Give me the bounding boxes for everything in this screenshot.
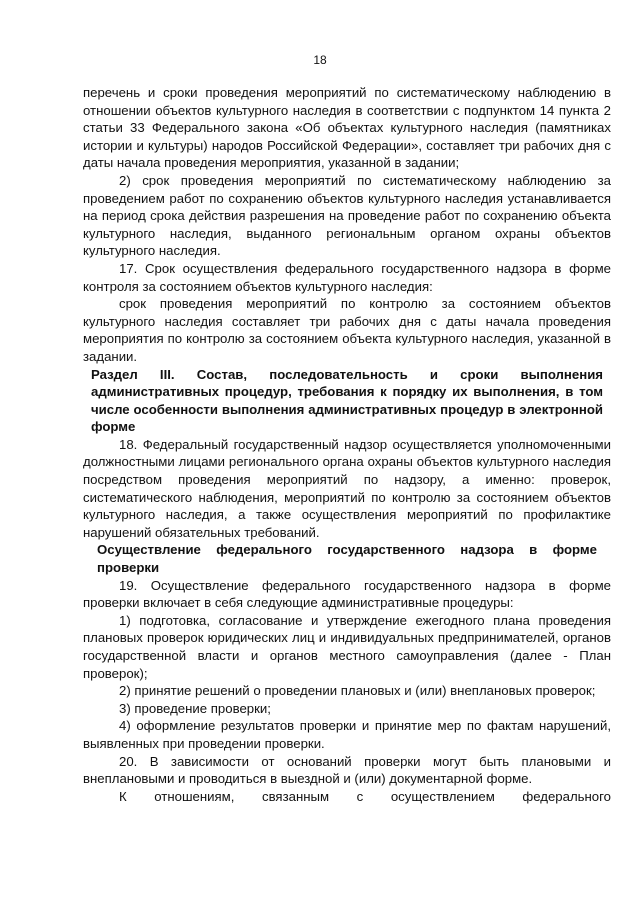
paragraph-20: 20. В зависимости от оснований проверки могут быть плановыми и внеплановыми и проводиться в выездной и (или) документарной форме. bbox=[83, 753, 611, 787]
procedure-item-2: 2) принятие решений о проведении плановых и (или) внеплановых проверок; bbox=[119, 683, 596, 699]
subsection-heading: Осуществление федерального государственного надзора в форме проверки bbox=[97, 542, 597, 576]
section-heading: Раздел III. Состав, последовательность и сроки выполнения административных процедур, требования к порядку их выполнения, в том числе особенности выполнения административных процедур в электронной форме bbox=[91, 366, 603, 435]
paragraph-item-2: 2) срок проведения мероприятий по систематическому наблюдению за проведением работ по сохранению объектов культурного наследия устанавливается на период срока действия разрешения на проведение работ по сохранению объекта культурного наследия, выданного региональным органом охраны объектов культурного наследия. bbox=[83, 172, 611, 259]
paragraph-17: 17. Срок осуществления федерального государственного надзора в форме контроля за состоянием объектов культурного наследия: bbox=[83, 260, 611, 294]
paragraph-18: 18. Федеральный государственный надзор осуществляется уполномоченными должностными лицами регионального органа охраны объектов культурного наследия посредством проведения мероприятий по надзору, а именно: проверок, систематического наблюдения, мероприятий по контролю за состоянием объектов культурного наследия, а также осуществления мероприятий по профилактике нарушений обязательных требований. bbox=[83, 436, 611, 540]
paragraph-17-term: срок проведения мероприятий по контролю за состоянием объектов культурного наследия составляет три рабочих дня с даты начала проведения мероприятия по контролю за состоянием объекта культурного наследия, указанной в задании. bbox=[83, 296, 611, 364]
paragraph-20-continuation: К отношениям, связанным с осуществлением федерального bbox=[119, 788, 611, 804]
document-body bbox=[83, 84, 611, 805]
procedure-item-3: 3) проведение проверки; bbox=[119, 700, 271, 716]
procedure-item-4: 4) оформление результатов проверки и принятие мер по фактам нарушений, выявленных при проведении проверки. bbox=[83, 718, 611, 751]
paragraph-19: 19. Осуществление федерального государственного надзора в форме проверки включает в себя следующие административные процедуры: bbox=[83, 577, 611, 611]
paragraph-list-continuation: перечень и сроки проведения мероприятий по систематическому наблюдению в отношении объектов культурного наследия в соответствии с подпунктом 14 пункта 2 статьи 33 Федерального закона «Об объектах культурного наследия (памятниках истории и культуры) народов Российской Федерации», составляет три рабочих дня с даты начала проведения мероприятия, указанной в задании; bbox=[83, 85, 611, 171]
page-number: 18 bbox=[313, 53, 327, 67]
procedure-item-1: 1) подготовка, согласование и утверждение ежегодного плана проведения плановых проверок юридических лиц и индивидуальных предпринимателей, органов государственной власти и органов местного самоуправления (далее - План проверок); bbox=[83, 612, 611, 681]
